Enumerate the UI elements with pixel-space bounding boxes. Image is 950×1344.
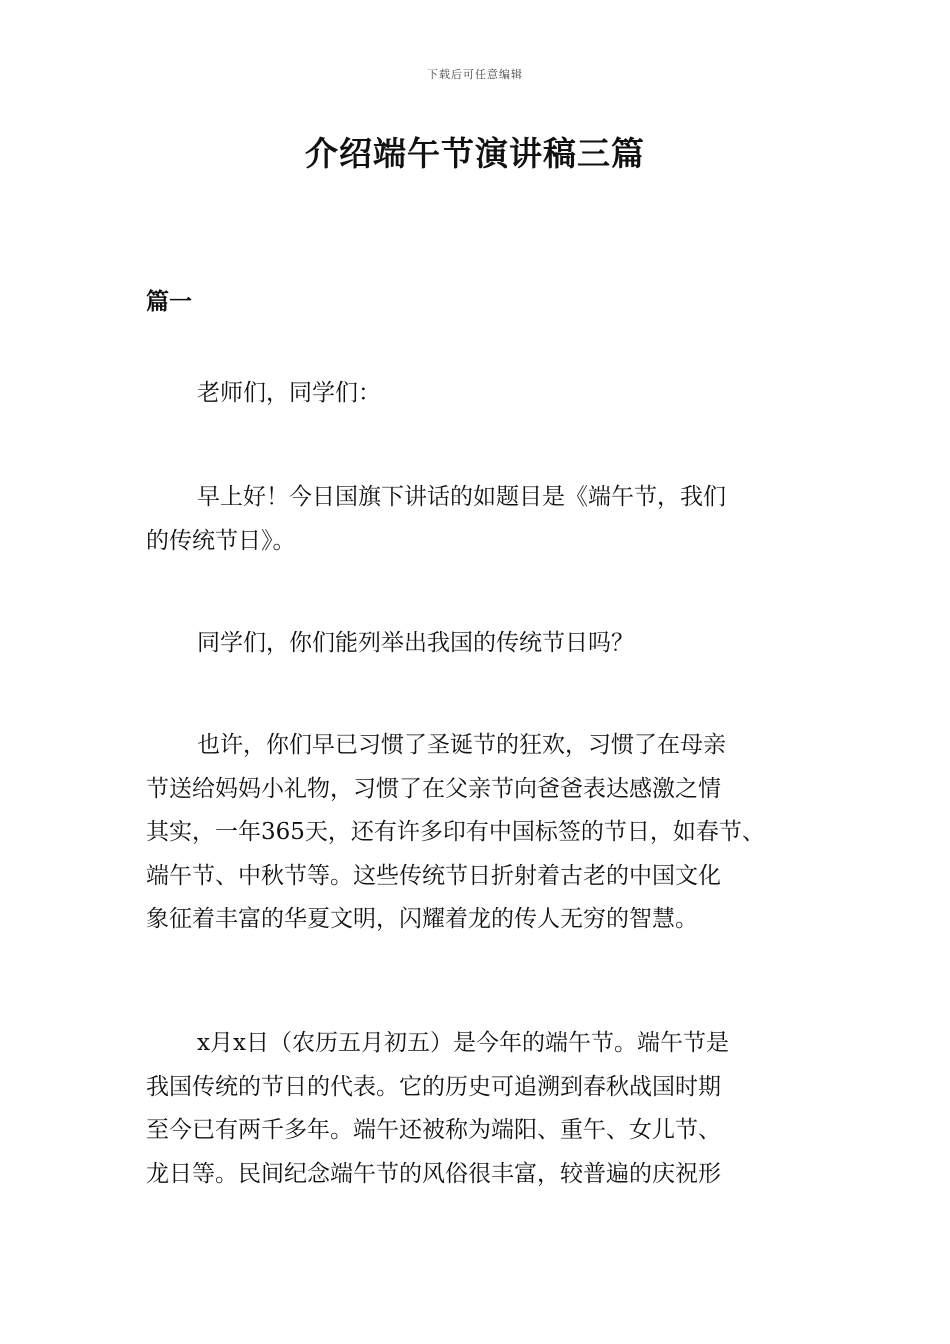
paragraph-line: 我国传统的节日的代表。它的历史可追溯到春秋战国时期: [146, 1073, 721, 1100]
paragraph-dragon-boat-history: [146, 1022, 816, 1196]
document-title: 介绍端午节演讲稿三篇: [305, 134, 645, 173]
header-note: 下载后可任意编辑: [427, 68, 523, 81]
paragraph-question: [146, 622, 816, 666]
paragraph-line: 节送给妈妈小礼物，习惯了在父亲节向爸爸表达感激之情: [146, 775, 721, 802]
paragraph-topic: [146, 476, 816, 563]
paragraph-line: 的传统节日》。: [146, 527, 296, 554]
section-heading: 篇一: [146, 288, 192, 315]
paragraph-line: 象征着丰富的华夏文明，闪耀着龙的传人无穷的智慧。: [146, 906, 698, 932]
paragraph-line: 老师们，同学们：: [197, 380, 381, 406]
paragraph-line: 龙日等。民间纪念端午节的风俗很丰富，较普遍的庆祝形: [146, 1160, 721, 1187]
paragraph-line: 其实，一年365天，还有许多印有中国标签的节日，如春节、: [146, 819, 765, 845]
paragraph-line: 端午节、中秋节等。这些传统节日折射着古老的中国文化: [146, 862, 721, 889]
paragraph-line: 早上好！今日国旗下讲话的如题目是《端午节，我们: [197, 484, 726, 510]
paragraph-line: 同学们，你们能列举出我国的传统节日吗？: [197, 630, 634, 656]
paragraph-line: 至今已有两千多年。端午还被称为端阳、重午、女儿节、: [146, 1117, 721, 1143]
paragraph-line: x月x日（农历五月初五）是今年的端午节。端午节是: [197, 1030, 729, 1056]
paragraph-greeting: [146, 372, 816, 416]
paragraph-traditions: [146, 724, 816, 942]
paragraph-line: 也许，你们早已习惯了圣诞节的狂欢，习惯了在母亲: [197, 732, 726, 758]
